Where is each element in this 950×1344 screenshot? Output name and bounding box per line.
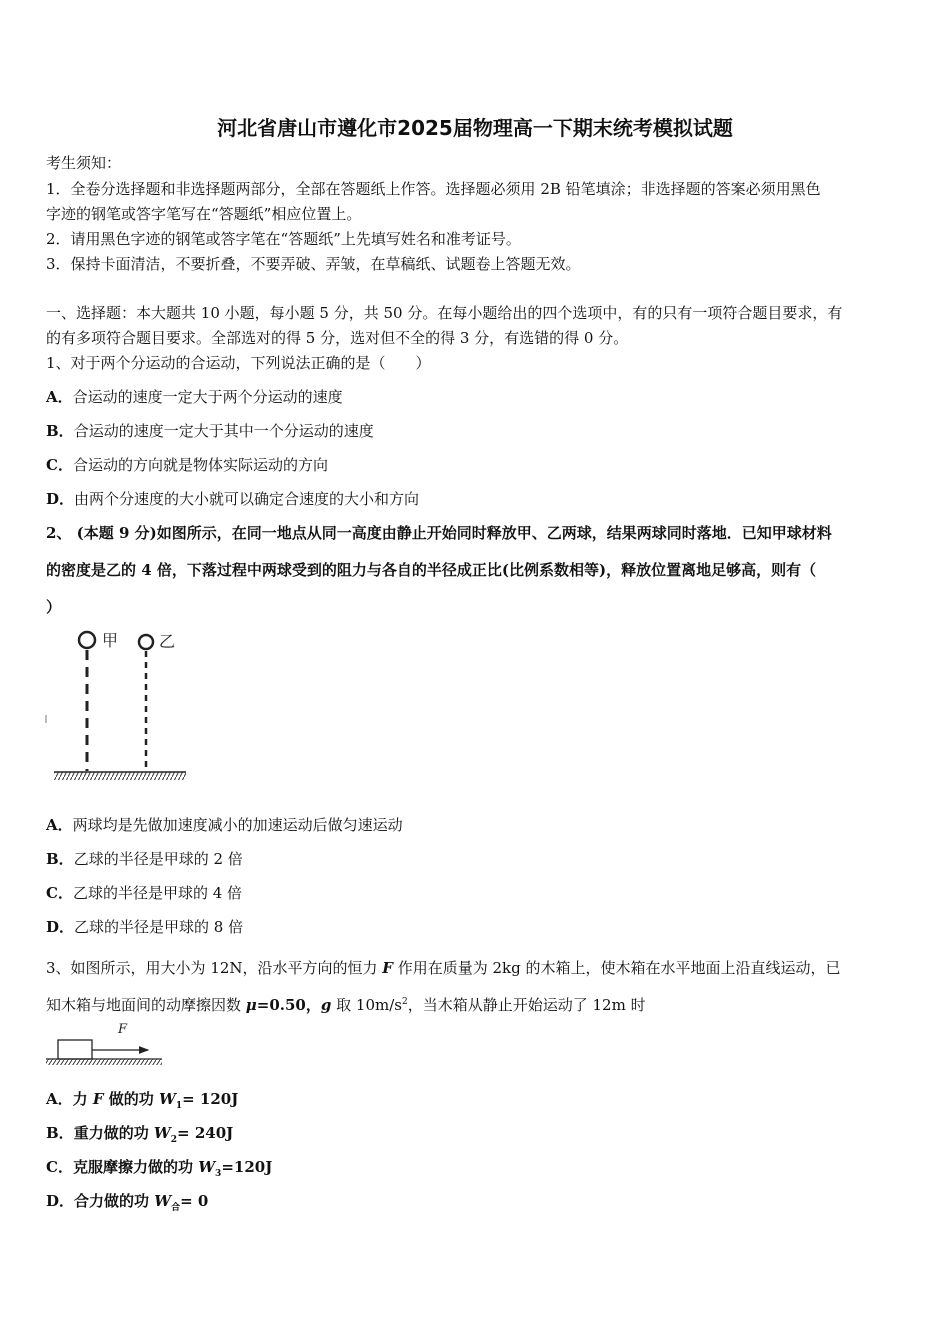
q1-stem: 1、对于两个分运动的合运动，下列说法正确的是（ ） bbox=[46, 354, 431, 372]
q3-stem-text: 作用在质量为 2kg 的木箱上，使木箱在水平地面上沿直线运动，已 bbox=[392, 959, 841, 977]
work-symbol: W bbox=[154, 1192, 172, 1210]
option-text: 做的功 bbox=[103, 1090, 159, 1108]
force-symbol: F bbox=[92, 1090, 104, 1108]
notice-item-3: 3．保持卡面清洁，不要折叠，不要弄破、弄皱，在草稿纸、试题卷上答题无效。 bbox=[46, 255, 581, 273]
work-symbol: W bbox=[158, 1090, 176, 1108]
option-letter: A． bbox=[46, 388, 73, 406]
option-letter: A． bbox=[46, 816, 73, 834]
work-subscript: 合 bbox=[171, 1203, 181, 1213]
q3-option-a bbox=[46, 1088, 908, 1111]
q3-stem-text: 知木箱与地面间的动摩擦因数 bbox=[46, 996, 246, 1014]
q1-option-b bbox=[46, 420, 908, 441]
option-letter: D． bbox=[46, 1192, 75, 1210]
ground-hatch bbox=[54, 772, 186, 780]
option-letter: C． bbox=[46, 456, 73, 474]
wooden-box bbox=[58, 1040, 92, 1059]
option-text: 力 bbox=[72, 1090, 93, 1108]
option-letter: B． bbox=[46, 850, 74, 868]
q2-stem-c: ） bbox=[46, 598, 62, 616]
q3-stem-text: 取 10m/s bbox=[331, 996, 402, 1014]
label-force-f: F bbox=[118, 1022, 128, 1037]
q2-figure-falling-balls bbox=[44, 625, 194, 785]
q2-option-d bbox=[46, 916, 908, 937]
q3-sup: 2 bbox=[401, 997, 408, 1007]
work-subscript: 2 bbox=[170, 1135, 178, 1145]
option-text: 合运动的速度一定大于两个分运动的速度 bbox=[72, 388, 343, 406]
q1-option-a bbox=[46, 386, 908, 407]
q2-stem-b: 的密度是乙的 4 倍，下落过程中两球受到的阻力与各自的半径成正比(比例系数相等)，释放位置离地足够高，则有（ bbox=[46, 561, 817, 579]
q3-option-c bbox=[46, 1156, 908, 1179]
option-text: 由两个分速度的大小就可以确定合速度的大小和方向 bbox=[74, 490, 420, 508]
option-letter: C． bbox=[46, 1158, 73, 1176]
q3-force-symbol: F bbox=[382, 959, 393, 977]
q3-mu-value: =0.50， bbox=[256, 996, 321, 1014]
notice-heading: 考生须知： bbox=[46, 154, 122, 172]
q3-stem-text: ，当木箱从静止开始运动了 12m 时 bbox=[407, 996, 646, 1014]
q3-stem-text: 3、如图所示，用大小为 12N，沿水平方向的恒力 bbox=[46, 959, 383, 977]
q2-option-a bbox=[46, 814, 908, 835]
q3-option-b bbox=[46, 1122, 908, 1145]
option-text: 乙球的半径是甲球的 8 倍 bbox=[74, 918, 244, 936]
notice-item-1a: 1．全卷分选择题和非选择题两部分，全部在答题纸上作答。选择题必须用 2B 铅笔填涂；非选择题的答案必须用黑色 bbox=[46, 180, 821, 198]
option-text: 合力做的功 bbox=[74, 1192, 155, 1210]
option-text: 两球均是先做加速度减小的加速运动后做匀速运动 bbox=[72, 816, 403, 834]
option-letter: D． bbox=[46, 918, 75, 936]
work-subscript: 3 bbox=[215, 1169, 222, 1179]
option-value: = 0 bbox=[180, 1192, 209, 1210]
q2-stem-a: 2、 (本题 9 分)如图所示，在同一地点从同一高度由静止开始同时释放甲、乙两球，结果两球同时落地．已知甲球材料 bbox=[46, 524, 832, 542]
q3-mu-symbol: μ bbox=[245, 996, 257, 1014]
option-letter: B． bbox=[46, 422, 74, 440]
label-jia: 甲 bbox=[102, 631, 119, 650]
option-value: =120J bbox=[221, 1158, 273, 1176]
option-text: 合运动的方向就是物体实际运动的方向 bbox=[72, 456, 328, 474]
option-value: = 120J bbox=[182, 1090, 239, 1108]
option-letter: A． bbox=[46, 1090, 73, 1108]
notice-item-1b: 字迹的钢笔或答字笔写在“答题纸”相应位置上。 bbox=[46, 205, 362, 223]
option-text: 重力做的功 bbox=[73, 1124, 154, 1142]
ground-hatch bbox=[46, 1059, 162, 1065]
work-symbol: W bbox=[153, 1124, 171, 1142]
ball-yi-icon bbox=[139, 635, 153, 649]
option-letter: C． bbox=[46, 884, 73, 902]
label-yi: 乙 bbox=[159, 632, 176, 651]
option-text: 合运动的速度一定大于其中一个分运动的速度 bbox=[73, 422, 374, 440]
option-text: 克服摩擦力做的功 bbox=[72, 1158, 199, 1176]
q2-option-c bbox=[46, 882, 908, 903]
section-intro-b: 的有多项符合题目要求。全部选对的得 5 分，选对但不全的得 3 分，有选错的得 0 分。 bbox=[46, 329, 629, 347]
q3-option-d bbox=[46, 1190, 908, 1213]
q1-option-c bbox=[46, 454, 908, 475]
q3-figure-box-force bbox=[44, 1018, 169, 1070]
section-intro-a: 一、选择题：本大题共 10 小题，每小题 5 分，共 50 分。在每小题给出的四个选项中，有的只有一项符合题目要求，有 bbox=[46, 304, 843, 322]
q3-g-symbol: g bbox=[320, 996, 332, 1014]
option-value: = 240J bbox=[177, 1124, 234, 1142]
work-symbol: W bbox=[198, 1158, 216, 1176]
q2-option-b bbox=[46, 848, 908, 869]
notice-item-2: 2．请用黑色字迹的钢笔或答字笔在“答题纸”上先填写姓名和准考证号。 bbox=[46, 230, 521, 248]
option-text: 乙球的半径是甲球的 4 倍 bbox=[72, 884, 243, 902]
option-letter: D． bbox=[46, 490, 75, 508]
ball-jia-icon bbox=[79, 632, 95, 648]
q1-option-d bbox=[46, 488, 908, 509]
work-subscript: 1 bbox=[175, 1101, 183, 1111]
q3-stem-a bbox=[46, 957, 908, 978]
option-letter: B． bbox=[46, 1124, 74, 1142]
option-text: 乙球的半径是甲球的 2 倍 bbox=[73, 850, 243, 868]
page-title: 河北省唐山市遵化市2025届物理高一下期末统考模拟试题 bbox=[217, 116, 733, 140]
q3-stem-b bbox=[46, 994, 908, 1015]
